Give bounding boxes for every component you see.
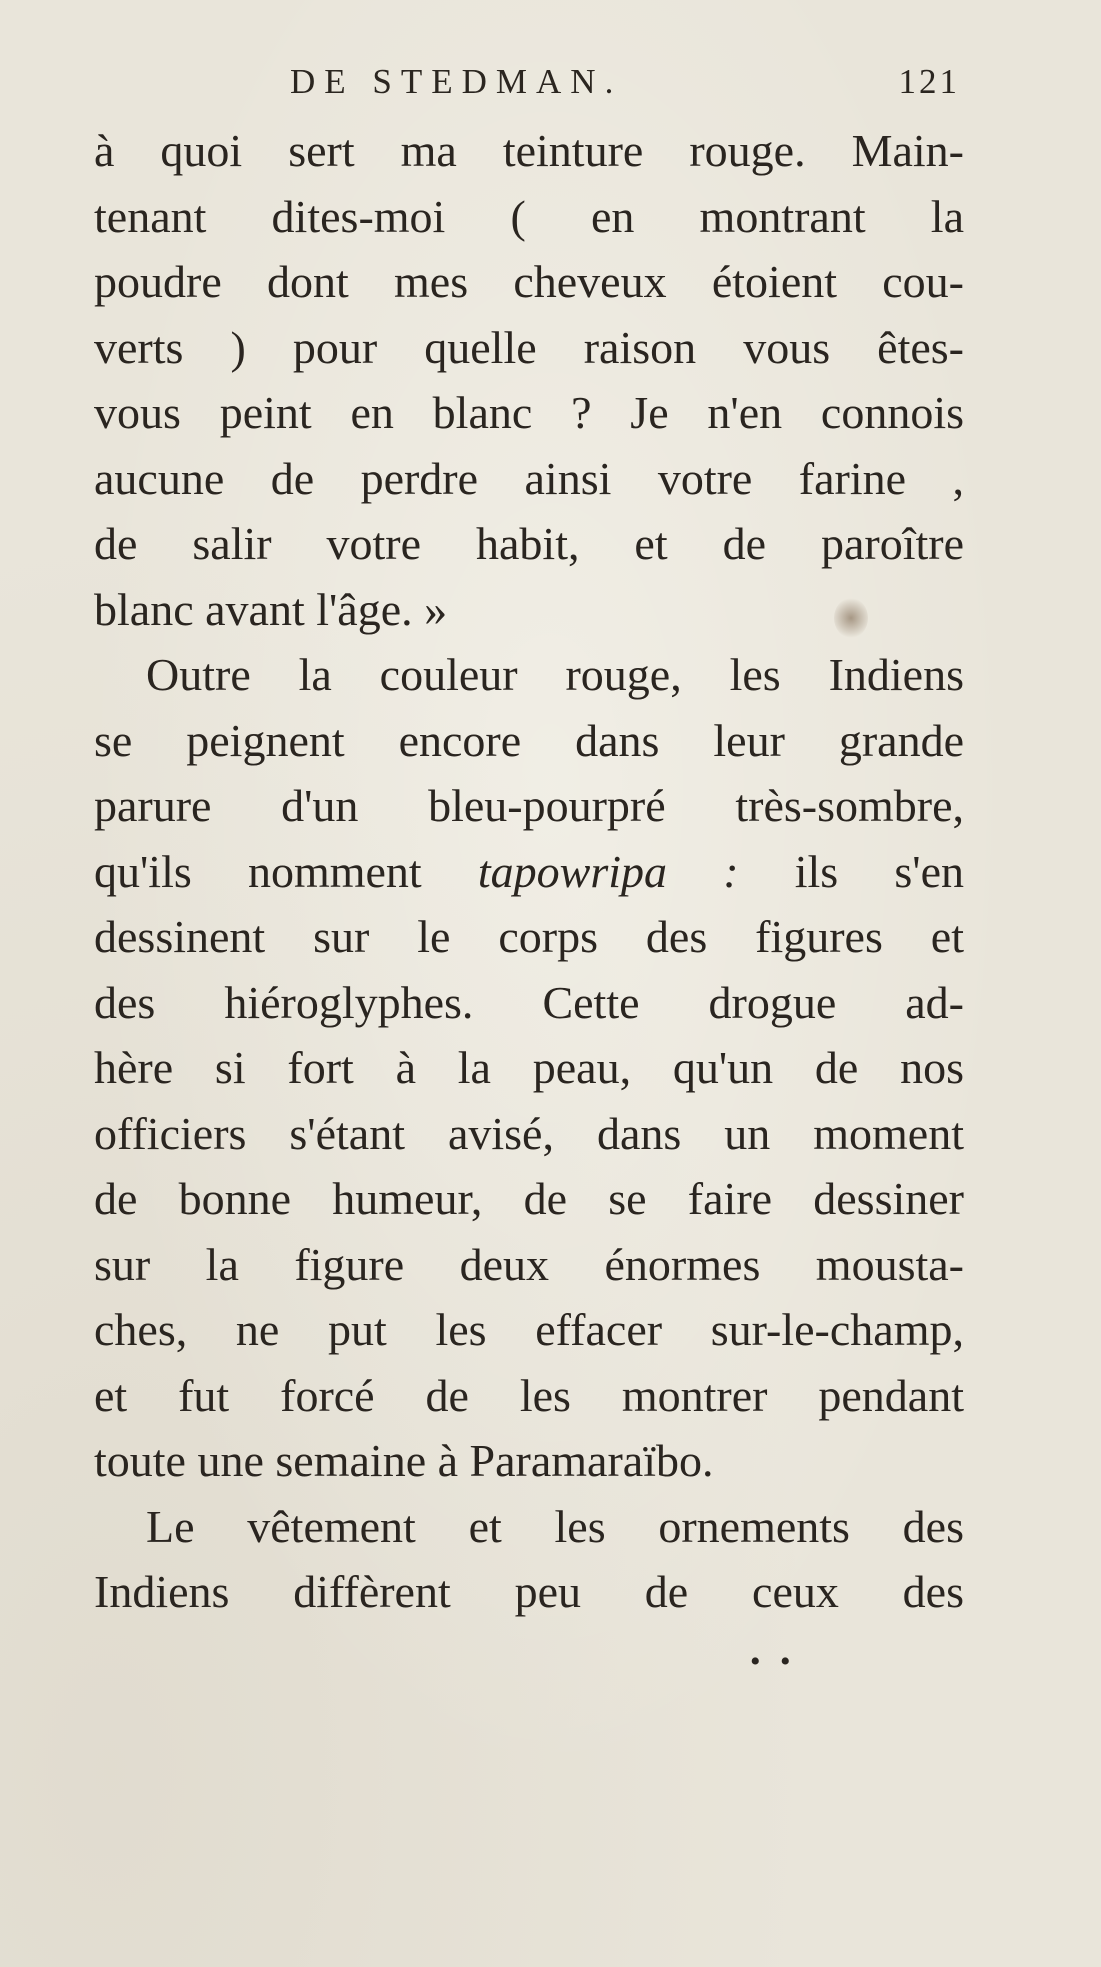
signature-mark: • • [750,1645,797,1678]
text-line: des hiéroglyphes. Cette drogue ad- [94,976,964,1028]
text-fragment: ils s'en [794,845,964,897]
page-number: 121 [898,62,960,101]
text-line: verts ) pour quelle raison vous êtes- [94,321,964,373]
italic-term: tapowripa : [477,845,739,897]
text-line: dessinent sur le corps des figures et [94,911,964,962]
text-line: de bonne humeur, de se faire dessiner [94,1173,964,1224]
text-line: Le vêtement et les ornements des [146,1500,964,1552]
text-line: sur la figure deux énormes mousta- [94,1238,964,1290]
text-line: ches, ne put les effacer sur-le-champ, [94,1304,964,1355]
text-line: Outre la couleur rouge, les Indiens [146,649,964,700]
text-line-with-italic [94,839,964,905]
text-line: Indiens diffèrent peu de ceux des [94,1566,964,1617]
text-line: vous peint en blanc ? Je n'en connois [94,387,964,438]
text-line: blanc avant l'âge. » [94,583,448,635]
text-line: de salir votre habit, et de paroître [94,518,964,569]
text-line: poudre dont mes cheveux étoient cou- [94,256,964,307]
text-line: tenant dites-moi ( en montrant la [94,190,964,242]
running-head [290,62,970,112]
text-line: aucune de perdre ainsi votre farine , [94,452,964,504]
text-line: toute une semaine à Paramaraïbo. [94,1435,714,1486]
text-line: à quoi sert ma teinture rouge. Main- [94,125,964,176]
body-text [94,118,964,1625]
running-title: DE STEDMAN. [290,62,623,101]
text-line: se peignent encore dans leur grande [94,714,964,766]
text-line: parure d'un bleu-pourpré très-sombre, [94,780,964,831]
text-line: officiers s'étant avisé, dans un moment [94,1107,964,1159]
text-line: hère si fort à la peau, qu'un de nos [94,1042,964,1093]
text-line: et fut forcé de les montrer pendant [94,1369,964,1421]
text-fragment: qu'ils nomment [94,845,422,897]
